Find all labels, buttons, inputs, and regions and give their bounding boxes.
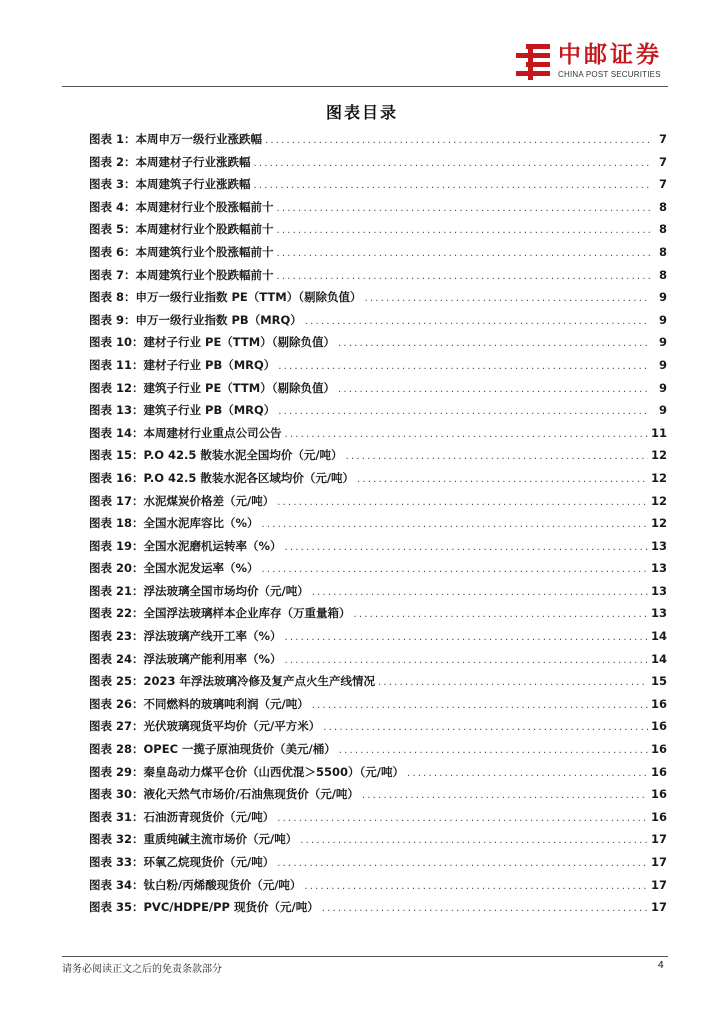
toc-entry-page: 12	[650, 448, 667, 463]
page-number: 4	[657, 960, 664, 971]
toc-entry[interactable]	[89, 512, 667, 535]
toc-entry[interactable]	[89, 377, 667, 400]
toc-entry[interactable]	[89, 331, 667, 354]
toc-entry[interactable]	[89, 896, 667, 919]
toc-entry-page: 9	[658, 380, 667, 395]
toc-entry-label: 图表 7：本周建筑行业个股跌幅前十	[89, 267, 274, 282]
company-logo	[512, 42, 672, 86]
toc-entry[interactable]	[89, 444, 667, 467]
toc-entry-label: 图表 1：本周申万一级行业涨跌幅	[89, 132, 263, 146]
toc-entry-page: 9	[658, 335, 667, 350]
toc-dot-leader	[285, 650, 648, 673]
toc-entry[interactable]	[89, 535, 667, 558]
toc-entry-page: 9	[658, 403, 667, 418]
toc-entry-label: 图表 31：石油沥青现货价（元/吨）	[89, 809, 275, 824]
footer-disclaimer: 请务必阅读正文之后的免责条款部分	[62, 964, 222, 975]
toc-entry-page: 9	[658, 312, 667, 327]
toc-entry[interactable]	[89, 490, 667, 513]
toc-entry-page: 7	[658, 154, 667, 169]
toc-dot-leader	[262, 514, 648, 537]
toc-dot-leader	[300, 830, 648, 853]
toc-entry-label: 图表 28：OPEC 一揽子原油现货价（美元/桶）	[89, 742, 336, 757]
toc-entry-page: 14	[650, 651, 667, 666]
toc-entry-page: 12	[650, 516, 667, 531]
toc-dot-leader	[357, 469, 648, 492]
toc-dot-leader	[285, 627, 648, 650]
toc-entry-label: 图表 34：钛白粉/丙烯酸现货价（元/吨）	[89, 877, 302, 892]
toc-entry[interactable]	[89, 128, 667, 151]
toc-entry-page: 13	[650, 561, 667, 576]
toc-entry-page: 8	[658, 222, 667, 237]
toc-entry[interactable]	[89, 241, 667, 264]
toc-dot-leader	[285, 537, 648, 560]
toc-entry-page: 16	[650, 696, 667, 711]
toc-dot-leader	[277, 266, 650, 289]
toc-dot-leader	[254, 153, 650, 176]
toc-entry-label: 图表 21：浮法玻璃全国市场均价（元/吨）	[89, 583, 309, 598]
toc-dot-leader	[277, 492, 648, 515]
toc-dot-leader	[305, 311, 650, 334]
toc-entry-label: 图表 23：浮法玻璃产线开工率（%）	[89, 629, 282, 644]
toc-entry[interactable]	[89, 851, 667, 874]
toc-entry[interactable]	[89, 783, 667, 806]
toc-dot-leader	[323, 717, 648, 740]
page-title: 图表目录	[325, 103, 398, 122]
toc-dot-leader	[285, 424, 648, 447]
toc-entry-label: 图表 29：秦皇岛动力煤平仓价（山西优混＞5500）（元/吨）	[89, 764, 404, 779]
toc-entry-page: 17	[650, 855, 667, 869]
toc-entry[interactable]	[89, 309, 667, 332]
toc-entry-page: 17	[650, 877, 667, 892]
toc-entry-page: 16	[650, 742, 667, 757]
toc-entry-label: 图表 9：申万一级行业指数 PB（MRQ）	[89, 312, 302, 327]
toc-entry-label: 图表 25：2023 年浮法玻璃冷修及复产点火生产线情况	[89, 674, 376, 689]
toc-dot-leader	[277, 243, 650, 266]
toc-entry[interactable]	[89, 422, 667, 445]
toc-dot-leader	[254, 175, 650, 198]
toc-entry-page: 16	[650, 787, 667, 802]
toc-entry-label: 图表 17：水泥煤炭价格差（元/吨）	[89, 493, 275, 508]
toc-dot-leader	[364, 288, 650, 311]
toc-dot-leader	[338, 379, 650, 402]
toc-entry-page: 7	[658, 177, 667, 192]
toc-dot-leader	[277, 198, 650, 221]
toc-entry[interactable]	[89, 173, 667, 196]
toc-entry-page: 13	[650, 583, 667, 598]
toc-entry[interactable]	[89, 806, 667, 829]
toc-entry[interactable]	[89, 354, 667, 377]
logo-english-name: CHINA POST SECURITIES	[558, 70, 661, 79]
toc-entry-label: 图表 35：PVC/HDPE/PP 现货价（元/吨）	[89, 900, 319, 915]
toc-entry[interactable]	[89, 648, 667, 671]
toc-entry-label: 图表 10：建材子行业 PE（TTM）（剔除负值）	[89, 335, 335, 350]
toc-entry-label: 图表 16：P.O 42.5 散装水泥各区域均价（元/吨）	[89, 470, 355, 485]
toc-dot-leader	[262, 559, 648, 582]
toc-entry[interactable]	[89, 670, 667, 693]
toc-entry[interactable]	[89, 557, 667, 580]
toc-entry-page: 8	[658, 244, 667, 259]
toc-entry-label: 图表 26：不同燃料的玻璃吨利润（元/吨）	[89, 696, 309, 711]
toc-entry-page: 12	[650, 493, 667, 508]
toc-entry-label: 图表 12：建筑子行业 PE（TTM）（剔除负值）	[89, 380, 335, 395]
toc-entry[interactable]	[89, 715, 667, 738]
toc-entry-label: 图表 13：建筑子行业 PB（MRQ）	[89, 403, 276, 418]
toc-entry-label: 图表 5：本周建材行业个股跌幅前十	[89, 222, 274, 237]
toc-entry[interactable]	[89, 151, 667, 174]
toc-entry-label: 图表 24：浮法玻璃产能利用率（%）	[89, 651, 282, 666]
table-of-figures	[89, 128, 667, 919]
toc-entry[interactable]	[89, 196, 667, 219]
toc-dot-leader	[346, 446, 648, 469]
toc-entry[interactable]	[89, 580, 667, 603]
toc-dot-leader	[322, 898, 648, 921]
toc-dot-leader	[354, 604, 648, 627]
toc-entry[interactable]	[89, 467, 667, 490]
toc-entry[interactable]	[89, 218, 667, 241]
toc-entry-page: 12	[650, 470, 667, 485]
toc-dot-leader	[278, 401, 650, 424]
toc-dot-leader	[277, 853, 648, 876]
toc-entry-page: 17	[650, 832, 667, 847]
toc-entry[interactable]	[89, 264, 667, 287]
toc-entry-page: 15	[650, 674, 667, 689]
toc-entry-label: 图表 20：全国水泥发运率（%）	[89, 561, 259, 576]
toc-entry-label: 图表 30：液化天然气市场价/石油焦现货价（元/吨）	[89, 787, 359, 802]
toc-dot-leader	[277, 808, 648, 831]
toc-dot-leader	[339, 740, 648, 763]
toc-dot-leader	[312, 695, 648, 718]
toc-entry-page: 14	[650, 629, 667, 644]
toc-entry-label: 图表 4：本周建材行业个股涨幅前十	[89, 199, 274, 214]
toc-dot-leader	[338, 333, 650, 356]
toc-entry-label: 图表 15：P.O 42.5 散装水泥全国均价（元/吨）	[89, 448, 343, 463]
toc-entry-label: 图表 8：申万一级行业指数 PE（TTM）（剔除负值）	[89, 290, 362, 305]
toc-entry-page: 16	[650, 719, 667, 734]
toc-entry[interactable]	[89, 738, 667, 761]
toc-entry-label: 图表 33：环氧乙烷现货价（元/吨）	[89, 855, 275, 869]
toc-entry[interactable]	[89, 828, 667, 851]
toc-entry[interactable]	[89, 625, 667, 648]
toc-entry-label: 图表 2：本周建材子行业涨跌幅	[89, 154, 251, 169]
logo-chinese-name: 中邮证券	[558, 42, 662, 68]
toc-entry-label: 图表 3：本周建筑子行业涨跌幅	[89, 177, 251, 192]
toc-entry[interactable]	[89, 761, 667, 784]
toc-entry-page: 8	[658, 267, 667, 282]
toc-dot-leader	[304, 876, 648, 899]
toc-dot-leader	[278, 356, 650, 379]
toc-dot-leader	[312, 582, 648, 605]
toc-entry-label: 图表 6：本周建筑行业个股涨幅前十	[89, 244, 274, 259]
toc-entry-label: 图表 18：全国水泥库容比（%）	[89, 516, 259, 531]
toc-entry-page: 9	[658, 290, 667, 305]
toc-entry[interactable]	[89, 399, 667, 422]
toc-entry-label: 图表 19：全国水泥磨机运转率（%）	[89, 538, 282, 553]
china-post-logo-icon	[512, 42, 552, 82]
footer-divider	[62, 956, 668, 957]
toc-entry-label: 图表 22：全国浮法玻璃样本企业库存（万重量箱）	[89, 606, 351, 621]
toc-dot-leader	[362, 785, 648, 808]
toc-entry-page: 9	[658, 357, 667, 372]
toc-dot-leader	[378, 672, 648, 695]
toc-entry-page: 11	[650, 425, 667, 440]
toc-entry-page: 8	[658, 199, 667, 214]
toc-entry-page: 16	[650, 809, 667, 824]
toc-entry[interactable]	[89, 874, 667, 897]
toc-entry-page: 16	[650, 764, 667, 779]
toc-entry[interactable]	[89, 602, 667, 625]
toc-dot-leader	[265, 130, 650, 153]
toc-entry-page: 13	[650, 606, 667, 621]
toc-entry-page: 17	[650, 900, 667, 915]
toc-entry[interactable]	[89, 693, 667, 716]
header-divider	[62, 86, 668, 87]
toc-dot-leader	[407, 763, 648, 786]
toc-entry-page: 13	[650, 538, 667, 553]
toc-entry-label: 图表 14：本周建材行业重点公司公告	[89, 425, 282, 440]
toc-entry-page: 7	[658, 132, 667, 146]
toc-entry[interactable]	[89, 286, 667, 309]
toc-entry-label: 图表 32：重质纯碱主流市场价（元/吨）	[89, 832, 298, 847]
toc-dot-leader	[277, 220, 650, 243]
toc-entry-label: 图表 27：光伏玻璃现货平均价（元/平方米）	[89, 719, 321, 734]
toc-entry-label: 图表 11：建材子行业 PB（MRQ）	[89, 357, 276, 372]
